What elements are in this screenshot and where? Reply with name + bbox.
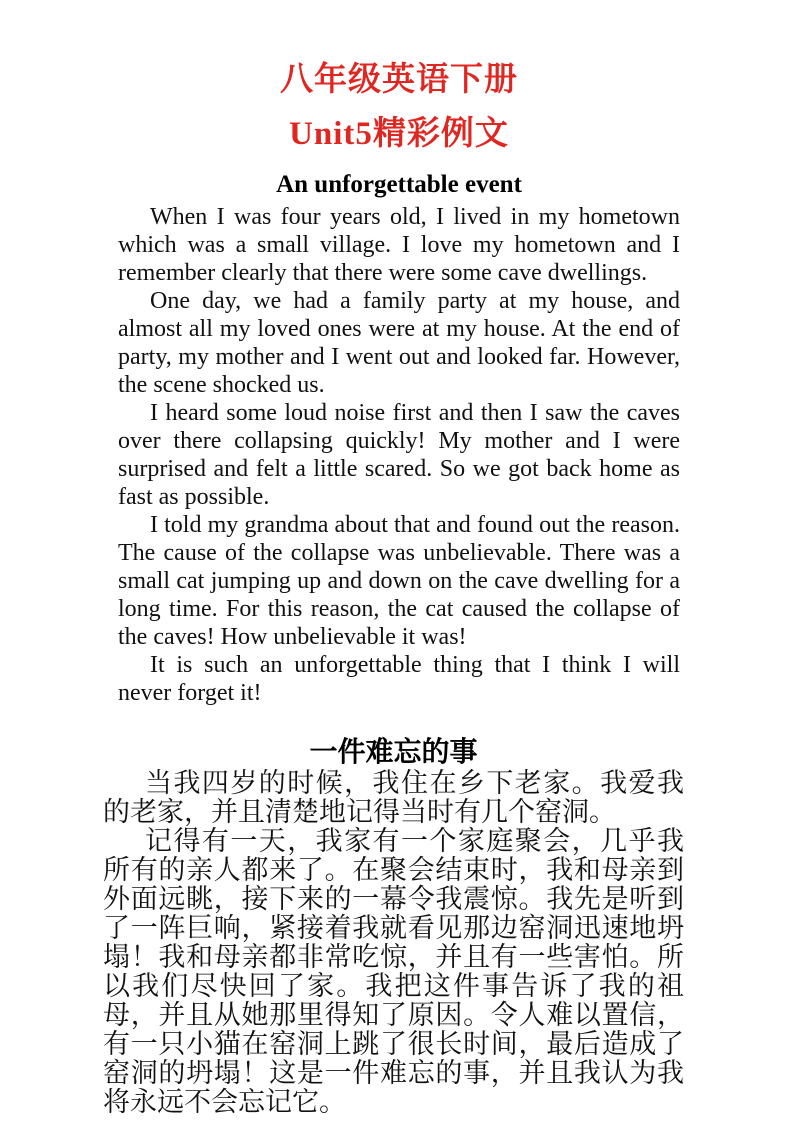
chinese-translation-title: 一件难忘的事 (309, 736, 478, 767)
doc-title-line2: Unit5精彩例文 (289, 116, 509, 152)
doc-title-line1: 八年级英语下册 (280, 62, 518, 98)
paragraph: I told my grandma about that and found out the reason. The cause of the collapse was unbelievable. There was a small cat jumping up and down on the cave dwelling for a long time. For this reason, the cat caused the collapse of the caves! How unbelievable it was! (118, 512, 680, 650)
paragraph: When I was four years old, I lived in my hometown which was a small village. I love my hometown and I remember clearly that there were some cave dwellings. (118, 204, 680, 286)
chinese-translation-body (103, 769, 684, 1117)
paragraph: 当我四岁的时候，我住在乡下老家。我爱我的老家，并且清楚地记得当时有几个窑洞。 (103, 768, 684, 827)
paragraph: I heard some loud noise first and then I saw the caves over there collapsing quickly! My mother and I were surprised and felt a little scared. So we got back home as fast as possible. (118, 400, 680, 510)
chinese-translation-section (103, 737, 684, 1117)
paragraph: It is such an unforgettable thing that I think I will never forget it! (118, 652, 680, 706)
paragraph: One day, we had a family party at my house, and almost all my loved ones were at my house. At the end of party, my mother and I went out and looked far. However, the scene shocked us. (118, 288, 680, 398)
english-essay-body (118, 203, 680, 707)
english-essay-title: An unforgettable event (276, 171, 522, 198)
paragraph: 记得有一天，我家有一个家庭聚会，几乎我所有的亲人都来了。在聚会结束时，我和母亲到外面远眺，接下来的一幕令我震惊。我先是听到了一阵巨响，紧接着我就看见那边窑洞迅速地坍塌！我和母亲都非常吃惊，并且有一些害怕。所以我们尽快回了家。我把这件事告诉了我的祖母，并且从她那里得知了原因。令人难以置信，有一只小猫在窑洞上跳了很长时间，最后造成了窑洞的坍塌！这是一件难忘的事，并且我认为我将永远不会忘记它。 (103, 826, 684, 1117)
english-essay-section (118, 170, 680, 707)
